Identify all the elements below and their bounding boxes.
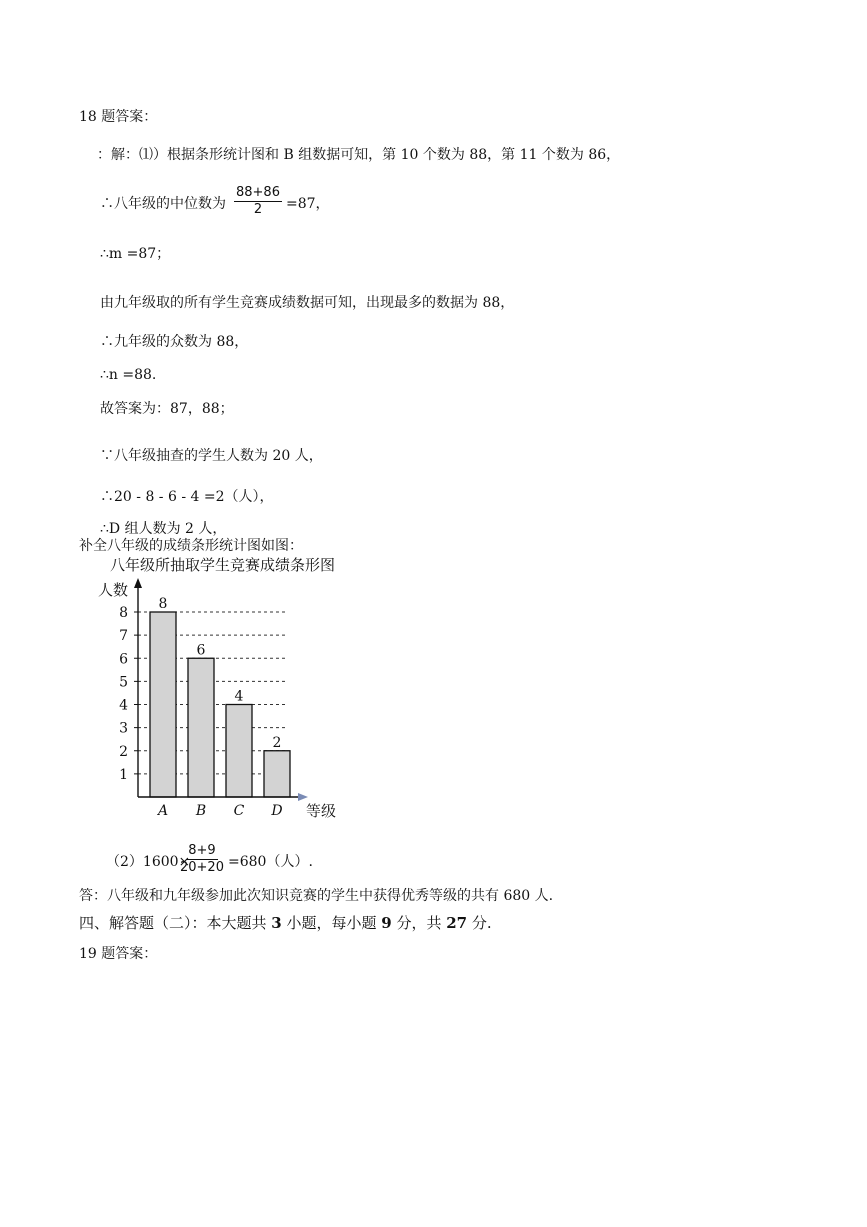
percent-line-result: =680（人）. [228, 854, 313, 870]
chart-xlabel: 等级 [306, 802, 337, 820]
bar-B [188, 658, 214, 797]
percent-fraction-denominator: 20+20 [180, 860, 224, 875]
solution-line-count: ∵八年级抽查的学生人数为 20 人， [100, 448, 323, 464]
y-tick-label-2: 2 [119, 743, 128, 760]
x-tick-label-C: C [233, 803, 245, 819]
solution-line-subtract: ∴20 - 8 - 6 - 4 =2（人）， [100, 489, 274, 505]
bar-value-label-A: 8 [158, 596, 168, 612]
section-heading-part-1: 四、解答题（二）：本大题共 [79, 914, 272, 932]
section-heading-part-2: 小题，每小题 [281, 914, 382, 932]
y-tick-label-3: 3 [119, 720, 128, 737]
heading-q19: 19 题答案： [79, 946, 158, 962]
bar-C [226, 705, 252, 798]
chart-title: 八年级所抽取学生竞赛成绩条形图 [110, 556, 336, 574]
section-points-each: 9 [381, 914, 392, 932]
percent-fraction-numerator: 8+9 [188, 843, 216, 858]
median-line-result: =87， [286, 196, 330, 212]
section-total-points: 27 [446, 914, 468, 932]
y-axis-arrow [134, 578, 142, 588]
section-heading [79, 914, 492, 932]
solution-line-complete-chart: 补全八年级的成绩条形统计图如图： [79, 538, 303, 554]
y-tick-label-4: 4 [119, 697, 128, 714]
bar-chart [90, 554, 390, 834]
solution-line-mode-data: 由九年级取的所有学生竞赛成绩数据可知，出现最多的数据为 88， [100, 295, 515, 311]
y-tick-label-5: 5 [119, 674, 128, 691]
y-tick-label-6: 6 [119, 651, 128, 668]
y-tick-label-1: 1 [119, 766, 128, 783]
solution-line-n: ∴n =88. [100, 367, 157, 383]
bar-value-label-D: 2 [272, 734, 282, 751]
x-tick-label-D: D [271, 803, 283, 819]
section-heading-part-4: 分. [467, 914, 492, 932]
bar-A [150, 612, 176, 797]
percent-line-prefix: （2）1600× [106, 854, 191, 870]
bar-value-label-C: 4 [234, 688, 244, 705]
x-tick-label-B: B [195, 803, 207, 819]
final-answer: 答：八年级和九年级参加此次知识竞赛的学生中获得优秀等级的共有 680 人. [79, 888, 554, 904]
heading-q18: 18 题答案： [79, 109, 158, 125]
chart-ylabel: 人数 [98, 581, 129, 599]
section-heading-part-3: 分，共 [391, 914, 447, 932]
percent-fraction [180, 844, 224, 875]
y-tick-label-7: 7 [119, 628, 128, 645]
median-line-prefix: ∴八年级的中位数为 [100, 196, 226, 212]
median-fraction-denominator: 2 [253, 202, 263, 217]
solution-line-1: ：解：⑴）根据条形统计图和 B 组数据可知，第 10 个数为 88，第 11 个数为 86， [97, 147, 621, 163]
x-axis-arrow [298, 793, 308, 801]
median-fraction [234, 186, 282, 217]
solution-line-m: ∴m =87； [100, 246, 171, 262]
bar-value-label-B: 6 [196, 642, 206, 659]
solution-line-answer: 故答案为：87，88； [100, 401, 234, 417]
solution-line-mode: ∴九年级的众数为 88， [100, 334, 249, 350]
x-tick-label-A: A [157, 803, 169, 819]
median-fraction-numerator: 88+86 [236, 185, 280, 200]
section-question-count: 3 [271, 914, 282, 932]
bar-D [264, 751, 290, 797]
solution-line-d-group: ∴D 组人数为 2 人， [100, 521, 227, 537]
y-tick-label-8: 8 [119, 605, 128, 621]
